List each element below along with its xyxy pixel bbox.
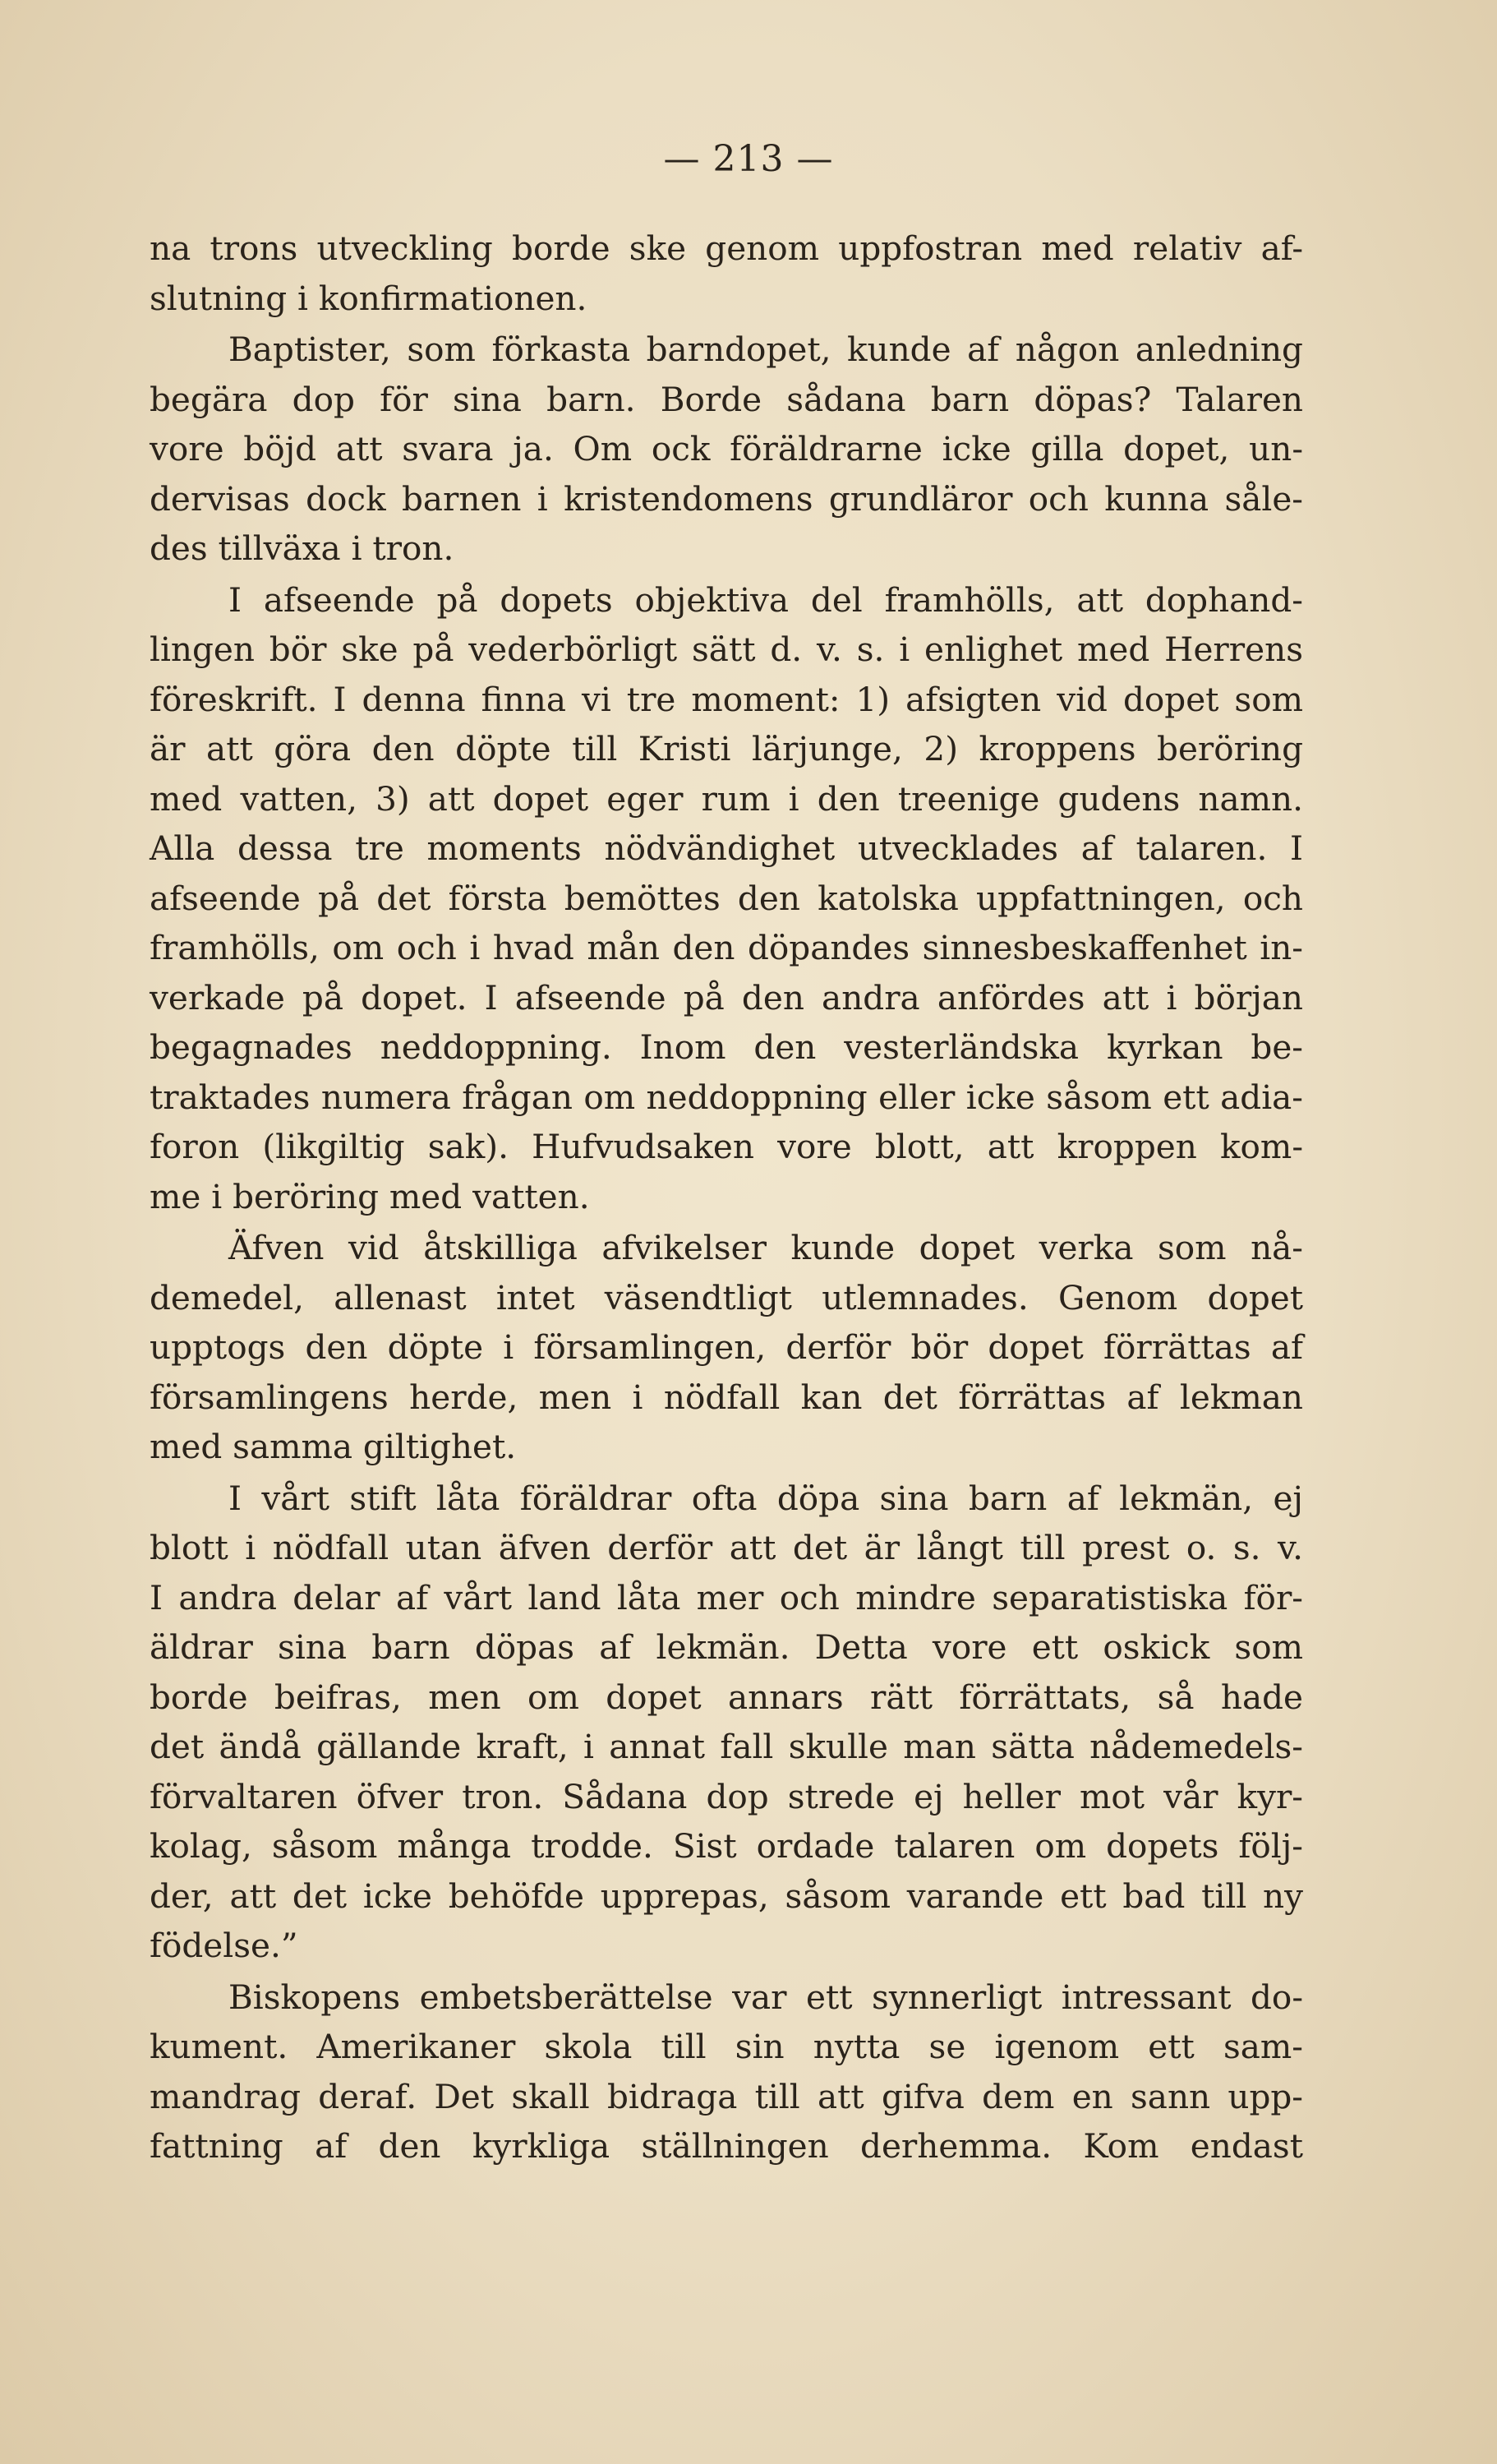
text-line: des tillväxa i tron. [150, 528, 454, 568]
paragraph [150, 325, 1303, 574]
text-line: der, att det icke behöfde upprepas, såsom varande ett bad till ny [150, 1876, 1303, 1916]
text-line: äldrar sina barn döpas af lekmän. Detta vore ett oskick som [150, 1627, 1303, 1667]
text-line: borde beifras, men om dopet annars rätt förrättats, så hade [150, 1677, 1303, 1717]
text-line: är att göra den döpte till Kristi lärjunge, 2) kroppens beröring [150, 729, 1303, 768]
text-line: lingen bör ske på vederbörligt sätt d. v. s. i enlighet med Herrens [150, 630, 1303, 669]
text-line: upptogs den döpte i församlingen, derför bör dopet förrättas af [150, 1327, 1303, 1367]
text-line: demedel, allenast intet väsendtligt utlemnades. Genom dopet [150, 1277, 1303, 1317]
text-line: slutning i konfirmationen. [150, 278, 587, 318]
text-line: förvaltaren öfver tron. Sådana dop strede ej heller mot vår kyr- [150, 1776, 1303, 1816]
text-line: I afseende på dopets objektiva del framhölls, att dophand- [228, 579, 1303, 620]
text-line: begagnades neddoppning. Inom den vesterländska kyrkan be- [150, 1027, 1303, 1067]
text-line: Äfven vid åtskilliga afvikelser kunde dopet verka som nå- [228, 1228, 1303, 1267]
text-line: me i beröring med vatten. [150, 1176, 590, 1216]
text-line: Baptister, som förkasta barndopet, kunde af någon anledning [228, 330, 1303, 369]
text-line: begära dop för sina barn. Borde sådana barn döpas? Talaren [150, 379, 1303, 419]
text-line: vore böjd att svara ja. Om ock föräldrarne icke gilla dopet, un- [150, 429, 1303, 468]
paragraph [150, 224, 1303, 323]
text-line: Biskopens embetsberättelse var ett synnerligt intressant do- [228, 1977, 1303, 2017]
paragraph [150, 1973, 1303, 2171]
paragraph [150, 1474, 1303, 1971]
text-line: verkade på dopet. I afseende på den andra anfördes att i början [150, 977, 1303, 1017]
text-line: fattning af den kyrkliga ställningen derhemma. Kom endast [150, 2126, 1303, 2166]
body-text [150, 224, 1303, 2171]
text-line: traktades numera frågan om neddoppning eller icke såsom ett adia- [150, 1077, 1303, 1117]
text-line: med vatten, 3) att dopet eger rum i den treenige gudens namn. [150, 778, 1303, 819]
text-line: församlingens herde, men i nödfall kan det förrättas af lekman [150, 1377, 1303, 1417]
text-line: I vårt stift låta föräldrar ofta döpa sina barn af lekmän, ej [228, 1478, 1303, 1518]
text-line: med samma giltighet. [150, 1427, 517, 1466]
text-line: föreskrift. I denna finna vi tre moment: 1) afsigten vid dopet som [150, 679, 1303, 719]
text-line: födelse.” [150, 1926, 298, 1965]
text-line: kument. Amerikaner skola till sin nytta se igenom ett sam- [150, 2027, 1303, 2066]
text-line: det ändå gällande kraft, i annat fall skulle man sätta nådemedels- [150, 1727, 1303, 1766]
text-line: kolag, såsom många trodde. Sist ordade talaren om dopets följ- [150, 1826, 1303, 1866]
text-line: na trons utveckling borde ske genom uppfostran med relativ af- [150, 228, 1303, 268]
text-line: framhölls, om och i hvad mån den döpandes sinnesbeskaffenhet in- [150, 928, 1303, 967]
text-line: afseende på det första bemöttes den katolska uppfattningen, och [150, 878, 1303, 918]
text-line: dervisas dock barnen i kristendomens grundläror och kunna såle- [150, 478, 1303, 519]
paragraph [150, 1223, 1303, 1472]
text-line: blott i nödfall utan äfven derför att det är långt till prest o. s. v. [150, 1528, 1303, 1567]
text-line: I andra delar af vårt land låta mer och mindre separatistiska för- [150, 1577, 1303, 1617]
page-number: — 213 — [663, 138, 834, 180]
text-line: mandrag deraf. Det skall bidraga till att gifva dem en sann upp- [150, 2076, 1303, 2116]
text-line: foron (likgiltig sak). Hufvudsaken vore blott, att kroppen kom- [150, 1127, 1303, 1166]
text-line: Alla dessa tre moments nödvändighet utvecklades af talaren. I [150, 828, 1303, 868]
paragraph [150, 575, 1303, 1222]
